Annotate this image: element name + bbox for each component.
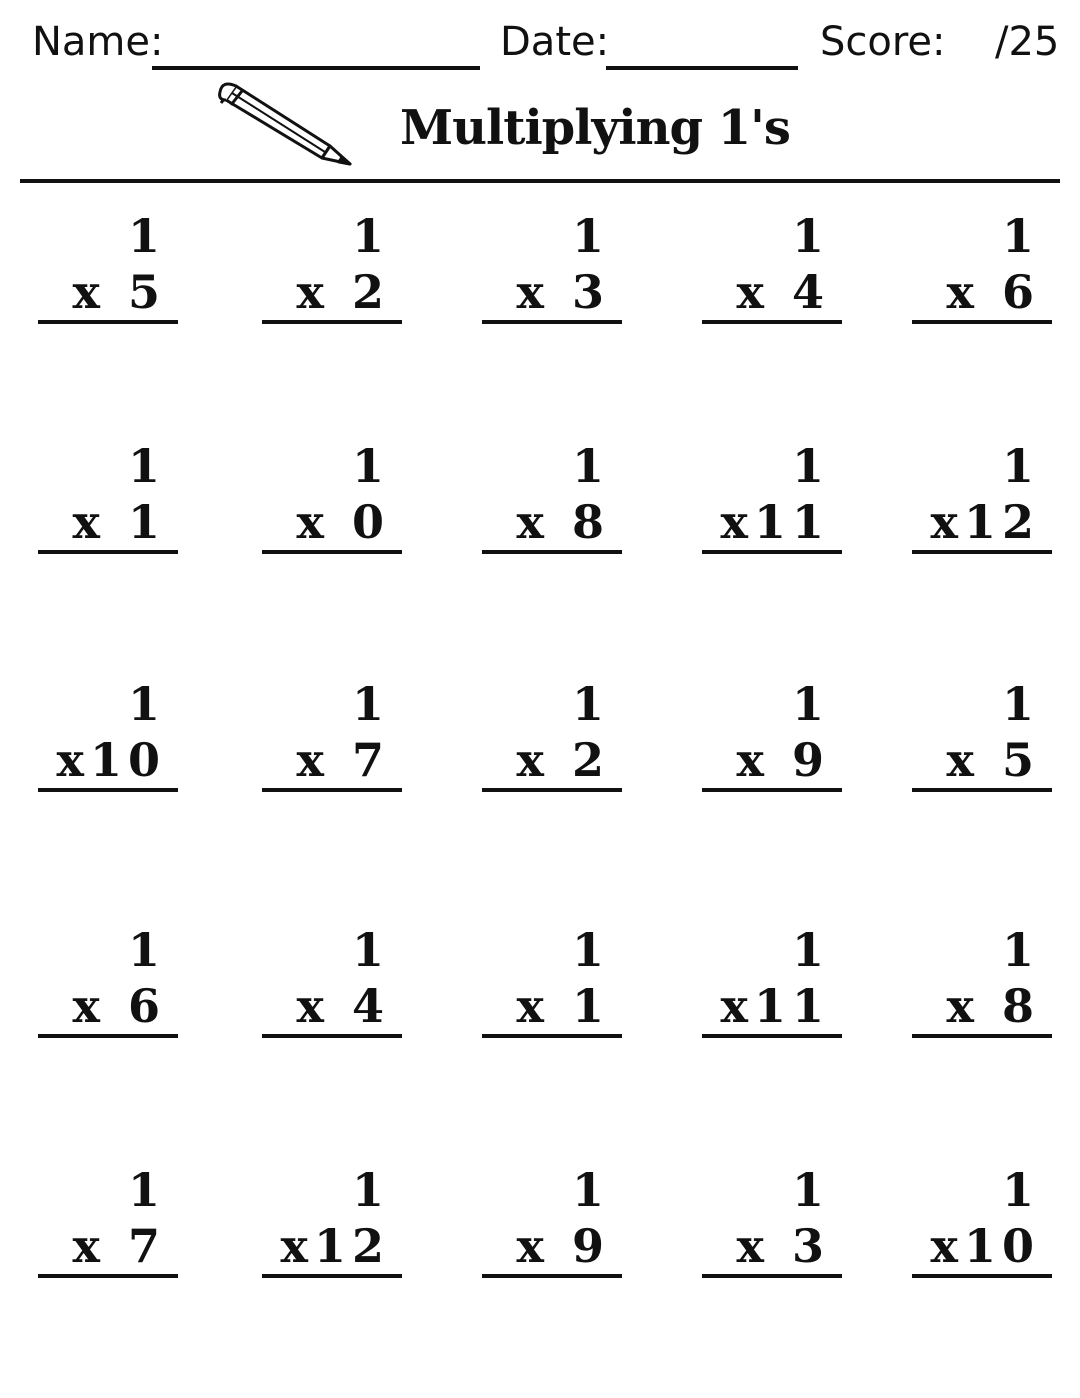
multiplier: x 6 (946, 265, 1040, 319)
multiplication-problem (262, 922, 412, 1052)
multiplication-problem (482, 208, 632, 338)
answer-line[interactable] (38, 1034, 178, 1038)
multiplier: x 1 (516, 979, 610, 1033)
answer-line[interactable] (262, 550, 402, 554)
multiplication-problem (482, 922, 632, 1052)
multiplier: x 4 (296, 979, 390, 1033)
name-blank[interactable] (152, 66, 480, 70)
multiplier: x 8 (516, 495, 610, 549)
multiplier: x 8 (946, 979, 1040, 1033)
answer-line[interactable] (702, 1274, 842, 1278)
answer-line[interactable] (912, 1274, 1052, 1278)
multiplication-problem (38, 1162, 188, 1292)
multiplicand: 1 (791, 923, 830, 977)
multiplier: x 6 (72, 979, 166, 1033)
multiplier: x12 (930, 495, 1040, 549)
multiplicand: 1 (1001, 923, 1040, 977)
multiplicand: 1 (351, 439, 390, 493)
multiplication-problem (912, 676, 1062, 806)
multiplier: x 3 (736, 1219, 830, 1273)
multiplier: x12 (280, 1219, 390, 1273)
multiplication-problem (482, 676, 632, 806)
multiplication-problem (912, 1162, 1062, 1292)
date-blank[interactable] (606, 66, 798, 70)
multiplier: x 2 (296, 265, 390, 319)
header-rule (20, 179, 1060, 183)
answer-line[interactable] (702, 1034, 842, 1038)
multiplier: x 5 (946, 733, 1040, 787)
answer-line[interactable] (262, 788, 402, 792)
multiplicand: 1 (351, 209, 390, 263)
answer-line[interactable] (38, 320, 178, 324)
multiplicand: 1 (791, 209, 830, 263)
multiplication-problem (482, 1162, 632, 1292)
multiplicand: 1 (571, 209, 610, 263)
name-label: Name: (32, 19, 164, 65)
answer-line[interactable] (912, 788, 1052, 792)
multiplier: x 0 (296, 495, 390, 549)
answer-line[interactable] (702, 788, 842, 792)
answer-line[interactable] (482, 550, 622, 554)
multiplication-problem (262, 208, 412, 338)
multiplier: x 3 (516, 265, 610, 319)
pencil-icon (212, 80, 357, 170)
worksheet-header (0, 0, 1080, 80)
multiplication-problem (912, 208, 1062, 338)
multiplier: x 7 (72, 1219, 166, 1273)
multiplication-problem (262, 676, 412, 806)
score-label: Score: (820, 19, 946, 65)
multiplicand: 1 (571, 923, 610, 977)
answer-line[interactable] (482, 320, 622, 324)
answer-line[interactable] (912, 320, 1052, 324)
answer-line[interactable] (912, 550, 1052, 554)
worksheet-title: Multiplying 1's (400, 100, 790, 156)
multiplicand: 1 (351, 1163, 390, 1217)
multiplicand: 1 (127, 439, 166, 493)
multiplicand: 1 (791, 677, 830, 731)
answer-line[interactable] (702, 320, 842, 324)
multiplication-problem (702, 208, 852, 338)
multiplicand: 1 (1001, 439, 1040, 493)
date-label: Date: (500, 19, 610, 65)
answer-line[interactable] (38, 550, 178, 554)
multiplication-problem (912, 922, 1062, 1052)
multiplier: x 4 (736, 265, 830, 319)
multiplication-problem (38, 676, 188, 806)
answer-line[interactable] (912, 1034, 1052, 1038)
multiplier: x10 (930, 1219, 1040, 1273)
multiplicand: 1 (1001, 209, 1040, 263)
multiplier: x 7 (296, 733, 390, 787)
multiplication-problem (702, 676, 852, 806)
multiplicand: 1 (351, 923, 390, 977)
multiplicand: 1 (1001, 1163, 1040, 1217)
answer-line[interactable] (38, 1274, 178, 1278)
multiplicand: 1 (571, 677, 610, 731)
multiplicand: 1 (127, 209, 166, 263)
multiplier: x11 (720, 979, 830, 1033)
multiplicand: 1 (351, 677, 390, 731)
multiplication-problem (262, 1162, 412, 1292)
multiplication-problem (912, 438, 1062, 568)
multiplication-problem (702, 1162, 852, 1292)
answer-line[interactable] (482, 1274, 622, 1278)
answer-line[interactable] (482, 1034, 622, 1038)
multiplication-problem (482, 438, 632, 568)
answer-line[interactable] (262, 320, 402, 324)
multiplicand: 1 (1001, 677, 1040, 731)
answer-line[interactable] (702, 550, 842, 554)
multiplicand: 1 (127, 1163, 166, 1217)
multiplication-problem (702, 922, 852, 1052)
multiplier: x 5 (72, 265, 166, 319)
multiplicand: 1 (571, 1163, 610, 1217)
multiplicand: 1 (127, 677, 166, 731)
multiplication-problem (38, 208, 188, 338)
multiplier: x 1 (72, 495, 166, 549)
multiplication-problem (38, 922, 188, 1052)
multiplicand: 1 (791, 439, 830, 493)
multiplier: x10 (56, 733, 166, 787)
multiplication-problem (702, 438, 852, 568)
answer-line[interactable] (38, 788, 178, 792)
answer-line[interactable] (262, 1034, 402, 1038)
multiplication-problem (38, 438, 188, 568)
multiplier: x 2 (516, 733, 610, 787)
multiplier: x 9 (516, 1219, 610, 1273)
answer-line[interactable] (482, 788, 622, 792)
score-total: /25 (995, 19, 1060, 65)
answer-line[interactable] (262, 1274, 402, 1278)
multiplicand: 1 (791, 1163, 830, 1217)
multiplier: x11 (720, 495, 830, 549)
multiplicand: 1 (571, 439, 610, 493)
multiplication-problem (262, 438, 412, 568)
multiplier: x 9 (736, 733, 830, 787)
multiplicand: 1 (127, 923, 166, 977)
